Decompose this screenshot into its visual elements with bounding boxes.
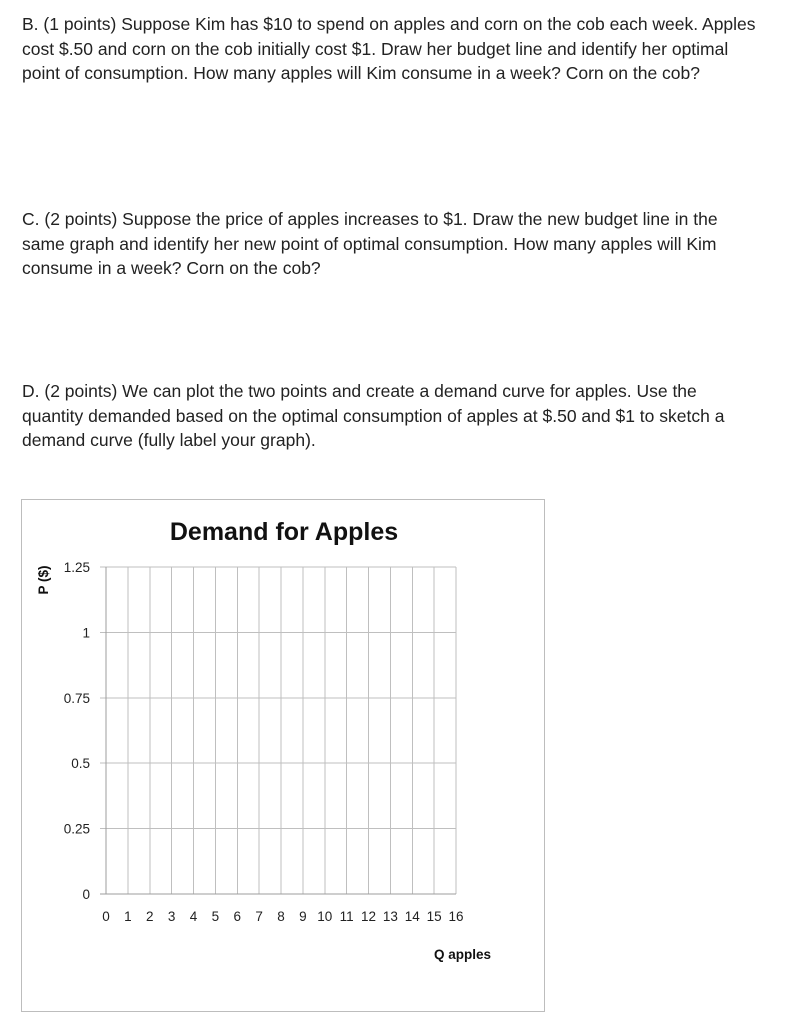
- y-tick-label: 0.25: [63, 821, 90, 837]
- x-tick-label: 2: [145, 909, 154, 924]
- x-tick-label: 1: [124, 909, 132, 924]
- tick-labels: [64, 560, 464, 924]
- x-tick-label: 12: [360, 909, 377, 924]
- chart-area: [21, 499, 545, 1012]
- x-tick-label: 3: [167, 909, 176, 924]
- question-c: C. (2 points) Suppose the price of apples increases to $1. Draw the new budget line in the same graph and identify her new point of optimal consumption. How many apples will Kim consume in a week? Corn on the cob?: [22, 209, 718, 278]
- x-tick-label: 5: [211, 909, 220, 924]
- y-tick-label: 0.5: [71, 756, 90, 772]
- x-tick-label: 16: [448, 909, 464, 924]
- x-tick-label: 11: [339, 909, 354, 924]
- x-tick-label: 13: [382, 909, 398, 924]
- y-axis-label: P ($): [36, 565, 51, 595]
- x-tick-label: 15: [426, 909, 442, 924]
- x-tick-label: 0: [102, 909, 110, 924]
- question-d: D. (2 points) We can plot the two points and create a demand curve for apples. Use the quantity demanded based on the optimal consumption of apples at $.50 and $1 to sketch a demand curve (fully label your graph).: [22, 381, 725, 450]
- plot-grid: [100, 567, 456, 894]
- y-tick-label: 0: [82, 887, 90, 902]
- x-tick-label: 4: [189, 909, 198, 924]
- x-tick-label: 7: [255, 909, 263, 924]
- x-tick-label: 9: [299, 909, 307, 924]
- x-tick-label: 14: [404, 909, 420, 924]
- x-tick-label: 8: [277, 909, 285, 924]
- demand-chart: [22, 500, 546, 1013]
- question-b: B. (1 points) Suppose Kim has $10 to spend on apples and corn on the cob each week. Apples cost $.50 and corn on the cob initially cost $1. Draw her budget line and identify her optimal point of consumption. How many apples will Kim consume in a week? Corn on the cob?: [22, 14, 756, 83]
- chart-title: Demand for Apples: [169, 518, 399, 546]
- x-axis-label: Q apples: [433, 947, 491, 962]
- y-tick-label: 1: [82, 625, 90, 641]
- y-tick-label: 0.75: [63, 690, 90, 706]
- x-tick-label: 6: [233, 909, 242, 924]
- y-tick-label: 1.25: [63, 560, 90, 575]
- x-tick-label: 10: [317, 909, 333, 924]
